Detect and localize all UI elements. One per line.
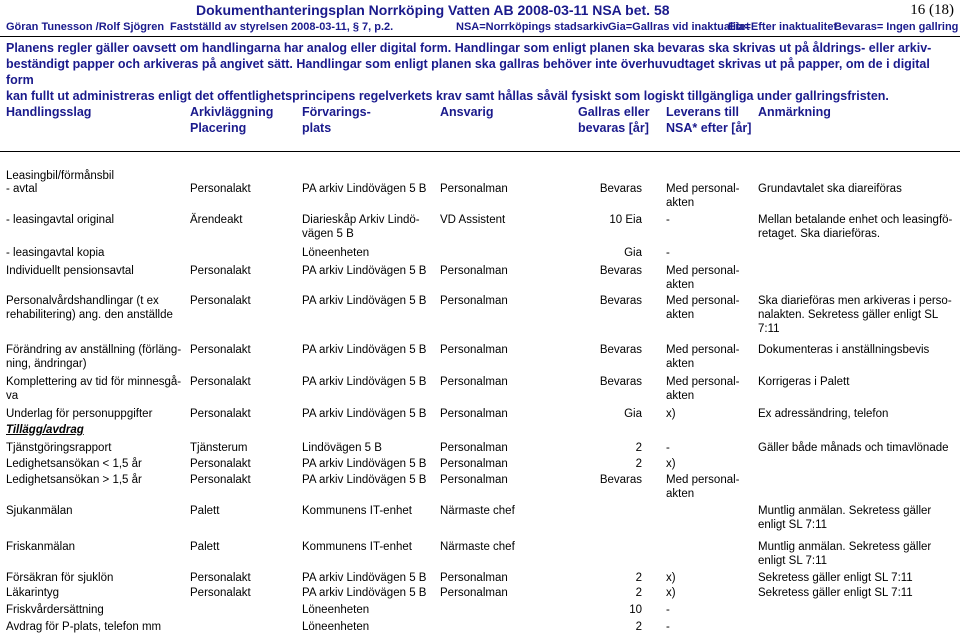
cell-arkivlaggning: Personalakt: [190, 474, 251, 486]
authors: Göran Tunesson /Rolf Sjögren: [6, 21, 165, 33]
cell-gallras: Bevaras: [599, 344, 642, 356]
page-number: 16 (18): [910, 2, 954, 18]
cell-ansvarig: Personalman: [440, 295, 508, 307]
legend-gia: Gia=Gallras vid inaktualitet: [608, 21, 750, 33]
cell-handlingsslag: - avtal: [6, 183, 38, 195]
cell-arkivlaggning: Ärendeakt: [190, 214, 243, 226]
cell-handlingsslag: Ledighetsansökan > 1,5 år: [6, 474, 142, 486]
cell-leverans: -: [666, 214, 670, 226]
cell-arkivlaggning: Personalakt: [190, 183, 251, 195]
cell-ansvarig: VD Assistent: [440, 214, 506, 226]
rules-line: kan fullt ut administreras enligt det offentlighetsprincipens regelverkets krav samt hållas såväl fysiskt som logiskt tillgängliga under gallringsfristen.: [6, 89, 889, 103]
cell-forvaringsplats: Löneenheten: [302, 247, 370, 259]
cell-anmarkning: Gäller både månads och timavlönade: [758, 442, 949, 454]
cell-ansvarig: Personalman: [440, 344, 508, 356]
cell-arkivlaggning: Personalakt: [190, 376, 251, 388]
cell-anmarkning: Muntlig anmälan. Sekretess gäller enligt SL 7:11: [758, 541, 932, 567]
cell-gallras: Bevaras: [599, 376, 642, 388]
cell-forvaringsplats: Kommunens IT-enhet: [302, 541, 412, 553]
cell-ansvarig: Personalman: [440, 474, 508, 486]
header-rule: [0, 36, 960, 37]
cell-gallras: 2: [635, 458, 642, 470]
cell-anmarkning: Korrigeras i Palett: [758, 376, 850, 388]
cell-gallras: 2: [635, 442, 642, 454]
cell-gallras: Bevaras: [599, 265, 642, 277]
cell-forvaringsplats: PA arkiv Lindövägen 5 B: [302, 458, 427, 470]
cell-handlingsslag: - leasingavtal original: [6, 214, 115, 226]
cell-anmarkning: Dokumenteras i anställningsbevis: [758, 344, 930, 356]
table-rule: [0, 151, 960, 152]
cell-leverans: Med personal- akten: [666, 474, 740, 500]
cell-handlingsslag: Läkarintyg: [6, 587, 60, 599]
rules-line: Planens regler gäller oavsett om handlingarna har analog eller digital form. Handlingar som enligt planen ska bevaras ska skrivas ut på åldrings- eller arkiv-: [6, 41, 932, 55]
cell-leverans: x): [666, 587, 676, 599]
cell-forvaringsplats: Diarieskåp Arkiv Lindö- vägen 5 B: [302, 214, 420, 240]
cell-leverans: -: [666, 621, 670, 633]
cell-handlingsslag: Sjukanmälan: [6, 505, 73, 517]
cell-arkivlaggning: Palett: [190, 541, 220, 553]
cell-leverans: Med personal- akten: [666, 376, 740, 402]
rules-paragraph: [6, 40, 954, 104]
approval-note: Fastställd av styrelsen 2008-03-11, § 7, p.2.: [170, 21, 394, 33]
cell-gallras: Bevaras: [599, 474, 642, 486]
cell-forvaringsplats: PA arkiv Lindövägen 5 B: [302, 474, 427, 486]
cell-forvaringsplats: PA arkiv Lindövägen 5 B: [302, 572, 427, 584]
cell-handlingsslag: Tjänstgöringsrapport: [6, 442, 112, 454]
cell-ansvarig: Personalman: [440, 408, 508, 420]
cell-ansvarig: Personalman: [440, 442, 508, 454]
cell-handlingsslag: Friskvårdersättning: [6, 604, 104, 616]
cell-anmarkning: Sekretess gäller enligt SL 7:11: [758, 572, 913, 584]
cell-handlingsslag: - leasingavtal kopia: [6, 247, 105, 259]
cell-ansvarig: Personalman: [440, 376, 508, 388]
cell-leverans: Med personal- akten: [666, 344, 740, 370]
cell-handlingsslag: Tillägg/avdrag: [6, 424, 84, 436]
cell-ansvarig: Personalman: [440, 183, 508, 195]
cell-gallras: 2: [635, 572, 642, 584]
cell-leverans: Med personal- akten: [666, 183, 740, 209]
cell-arkivlaggning: Personalakt: [190, 344, 251, 356]
cell-ansvarig: Personalman: [440, 458, 508, 470]
cell-leverans: x): [666, 408, 676, 420]
cell-leverans: Med personal- akten: [666, 295, 740, 321]
cell-ansvarig: Närmaste chef: [440, 505, 515, 517]
cell-ansvarig: Närmaste chef: [440, 541, 515, 553]
cell-ansvarig: Personalman: [440, 265, 508, 277]
cell-ansvarig: Personalman: [440, 587, 508, 599]
legend-eia: Eia=Efter inaktualitet: [728, 21, 838, 33]
cell-forvaringsplats: Kommunens IT-enhet: [302, 505, 412, 517]
cell-leverans: x): [666, 572, 676, 584]
cell-handlingsslag: Underlag för personuppgifter: [6, 408, 153, 420]
col-header-ansvarig: Ansvarig: [440, 105, 494, 119]
cell-leverans: Med personal- akten: [666, 265, 740, 291]
cell-gallras: 2: [635, 621, 642, 633]
legend-nsa: NSA=Norrköpings stadsarkiv: [456, 21, 609, 33]
cell-gallras: Bevaras: [599, 295, 642, 307]
cell-arkivlaggning: Personalakt: [190, 587, 251, 599]
cell-forvaringsplats: PA arkiv Lindövägen 5 B: [302, 376, 427, 388]
cell-leverans: -: [666, 604, 670, 616]
rules-line: beständigt papper och arkiveras på angivet sätt. Handlingar som enligt planen ska gallras behöver inte överhuvudtaget skrivas ut på papper, om de i digital form: [6, 57, 930, 87]
cell-forvaringsplats: Löneenheten: [302, 621, 370, 633]
cell-handlingsslag: Komplettering av tid för minnesgå- va: [6, 376, 182, 402]
cell-leverans: x): [666, 458, 676, 470]
cell-forvaringsplats: Löneenheten: [302, 604, 370, 616]
col-header-gallras: Gallras eller bevaras [år]: [578, 105, 650, 135]
cell-anmarkning: Ska diarieföras men arkiveras i perso- nalakten. Sekretess gäller enligt SL 7:11: [758, 295, 952, 335]
cell-anmarkning: Grundavtalet ska diareiföras: [758, 183, 902, 195]
cell-handlingsslag: Friskanmälan: [6, 541, 76, 553]
cell-handlingsslag: Personalvårdshandlingar (t ex rehabilitering) ang. den anställde: [6, 295, 173, 321]
cell-anmarkning: Sekretess gäller enligt SL 7:11: [758, 587, 913, 599]
legend-bevaras: Bevaras= Ingen gallring: [834, 21, 959, 33]
cell-gallras: 2: [635, 587, 642, 599]
cell-forvaringsplats: PA arkiv Lindövägen 5 B: [302, 295, 427, 307]
cell-anmarkning: Ex adressändring, telefon: [758, 408, 889, 420]
col-header-arkivlaggning: Arkivläggning Placering: [190, 105, 274, 135]
cell-arkivlaggning: Tjänsterum: [190, 442, 248, 454]
col-header-forvaringsplats: Förvarings- plats: [302, 105, 371, 135]
cell-forvaringsplats: PA arkiv Lindövägen 5 B: [302, 408, 427, 420]
col-header-leverans: Leverans till NSA* efter [år]: [666, 105, 752, 135]
cell-leverans: -: [666, 247, 670, 259]
cell-gallras: 10 Eia: [609, 214, 642, 226]
cell-anmarkning: Mellan betalande enhet och leasingfö- retaget. Ska diarieföras.: [758, 214, 953, 240]
cell-arkivlaggning: Personalakt: [190, 458, 251, 470]
cell-leverans: -: [666, 442, 670, 454]
cell-forvaringsplats: PA arkiv Lindövägen 5 B: [302, 587, 427, 599]
cell-arkivlaggning: Personalakt: [190, 572, 251, 584]
cell-handlingsslag: Avdrag för P-plats, telefon mm: [6, 621, 162, 633]
cell-arkivlaggning: Personalakt: [190, 408, 251, 420]
cell-handlingsslag: Individuellt pensionsavtal: [6, 265, 134, 277]
cell-handlingsslag: Förändring av anställning (förläng- ning, ändringar): [6, 344, 182, 370]
col-header-handlingsslag: Handlingsslag: [6, 105, 92, 119]
cell-gallras: 10: [629, 604, 642, 616]
cell-gallras: Gia: [624, 408, 642, 420]
cell-gallras: Bevaras: [599, 183, 642, 195]
cell-handlingsslag: Försäkran för sjuklön: [6, 572, 114, 584]
cell-handlingsslag: Ledighetsansökan < 1,5 år: [6, 458, 142, 470]
cell-ansvarig: Personalman: [440, 572, 508, 584]
cell-anmarkning: Muntlig anmälan. Sekretess gäller enligt SL 7:11: [758, 505, 932, 531]
col-header-anmarkning: Anmärkning: [758, 105, 831, 119]
document-title: Dokumenthanteringsplan Norrköping Vatten AB 2008-03-11 NSA bet. 58: [196, 2, 670, 18]
cell-arkivlaggning: Personalakt: [190, 295, 251, 307]
cell-arkivlaggning: Palett: [190, 505, 220, 517]
cell-gallras: Gia: [624, 247, 642, 259]
cell-arkivlaggning: Personalakt: [190, 265, 251, 277]
cell-forvaringsplats: PA arkiv Lindövägen 5 B: [302, 344, 427, 356]
cell-forvaringsplats: PA arkiv Lindövägen 5 B: [302, 265, 427, 277]
cell-forvaringsplats: Lindövägen 5 B: [302, 442, 382, 454]
cell-handlingsslag: Leasingbil/förmånsbil: [6, 170, 115, 182]
cell-forvaringsplats: PA arkiv Lindövägen 5 B: [302, 183, 427, 195]
